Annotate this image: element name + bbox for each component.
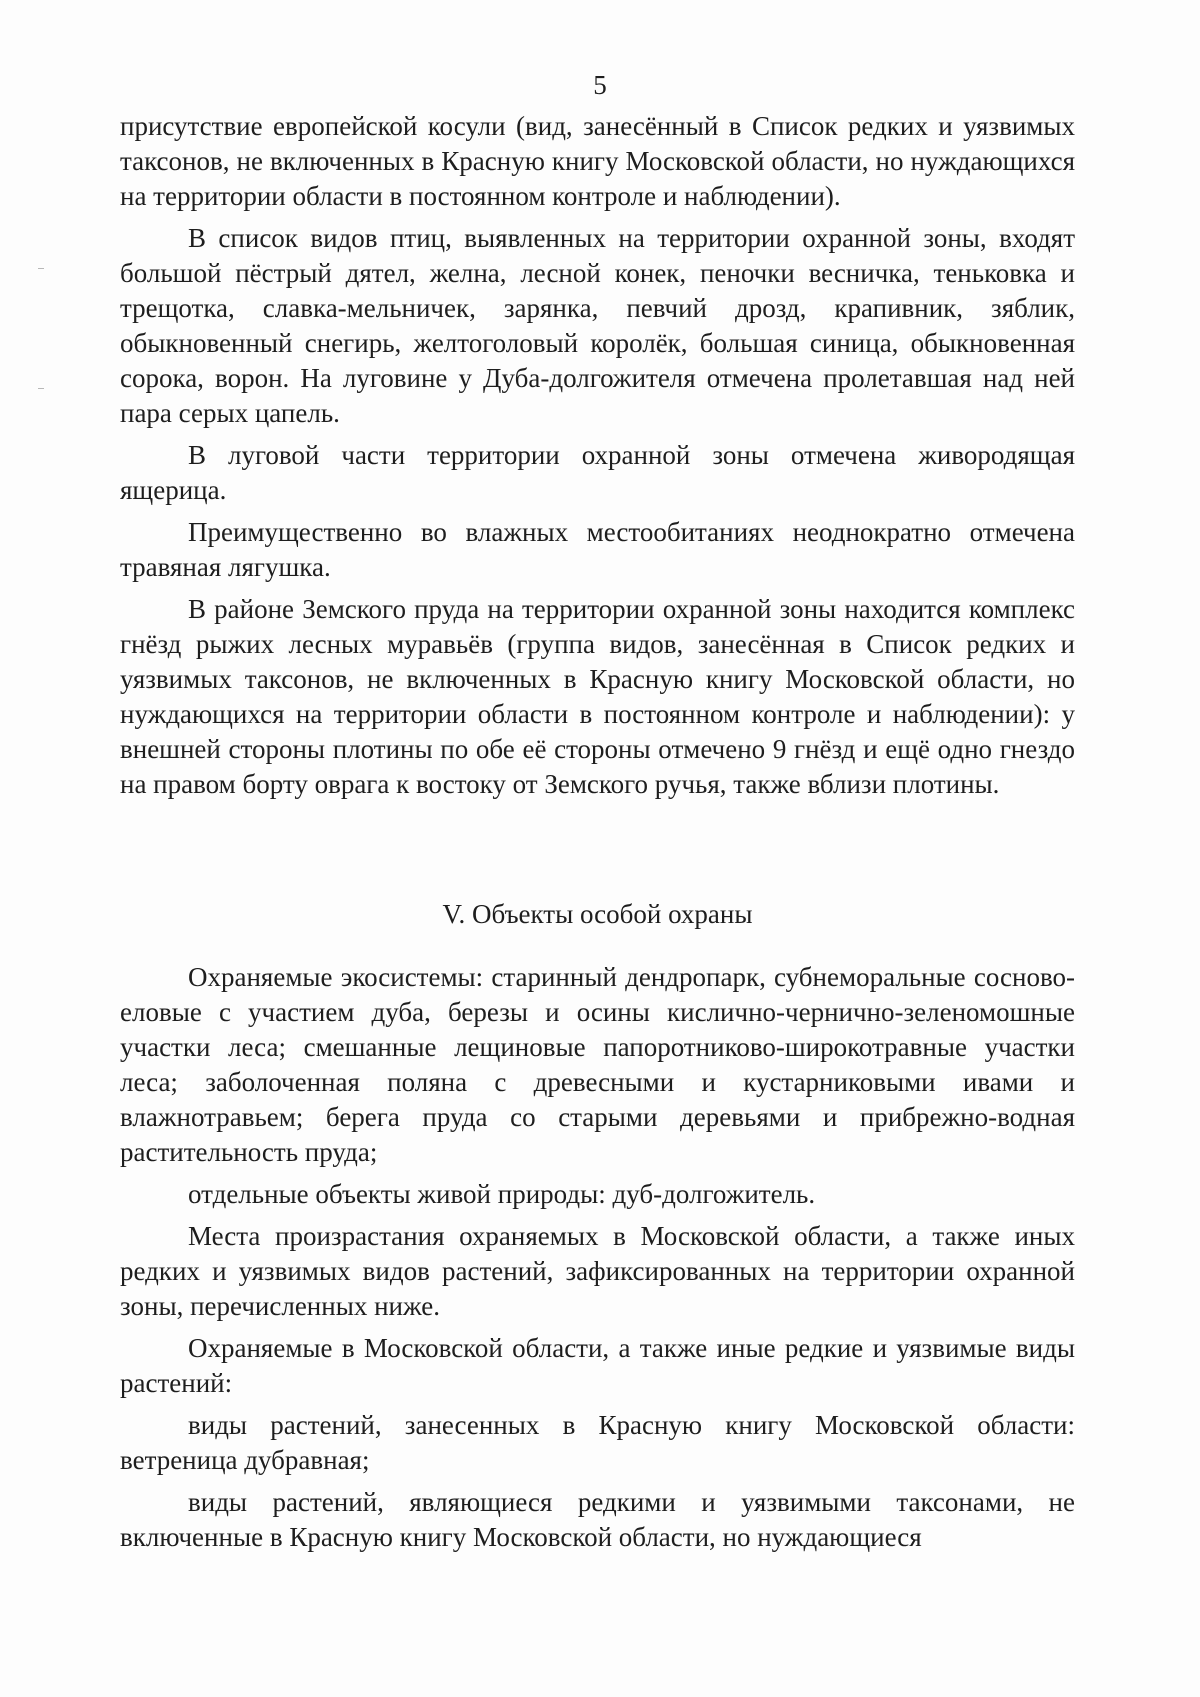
section-heading: V. Объекты особой охраны [442,899,753,929]
paragraph: В районе Земского пруда на территории охранной зоны находится комплекс гнёзд рыжих лесных муравьёв (группа видов, занесённая в Список редких и уязвимых таксонов, не включенных в Красную книгу Московской области, но нуждающихся на территории области в постоянном контроле и наблюдении): у внешней стороны плотины по обе её стороны отмечено 9 гнёзд и ещё одно гнездо на правом борту оврага к востоку от Земского ручья, также вблизи плотины. [120,594,1075,799]
paragraph: Преимущественно во влажных местообитаниях неоднократно отмечена травяная лягушка. [120,517,1075,582]
paragraph: виды растений, занесенных в Красную книгу Московской области: ветреница дубравная; [120,1410,1075,1475]
body-text-section-v [120,960,1075,1555]
body-text-top [120,109,1075,802]
scan-margin-mark [38,388,44,389]
scan-margin-mark [38,268,44,269]
paragraph: виды растений, являющиеся редкими и уязвимыми таксонами, не включенные в Красную книгу Московской области, но нуждающиеся [120,1487,1075,1552]
paragraph: присутствие европейской косули (вид, занесённый в Список редких и уязвимых таксонов, не включенных в Красную книгу Московской области, но нуждающихся на территории области в постоянном контроле и наблюдении). [120,111,1075,211]
paragraph: Охраняемые экосистемы: старинный дендропарк, субнеморальные сосново-еловые с участием дуба, березы и осины кислично-чернично-зеленомошные участки леса; смешанные лещиновые папоротниково-широкотравные участки леса; заболоченная поляна с древесными и кустарниковыми ивами и влажнотравьем; берега пруда со старыми деревьями и прибрежно-водная растительность пруда; [120,962,1075,1167]
page-number: 5 [593,70,607,100]
paragraph: Охраняемые в Московской области, а также иные редкие и уязвимые виды растений: [120,1333,1075,1398]
paragraph: отдельные объекты живой природы: дуб-долгожитель. [188,1179,816,1209]
paragraph: В список видов птиц, выявленных на территории охранной зоны, входят большой пёстрый дятел, желна, лесной конек, пеночки весничка, теньковка и трещотка, славка-мельничек, зарянка, певчий дрозд, крапивник, зяблик, обыкновенный снегирь, желтоголовый королёк, большая синица, обыкновенная сорока, ворон. На луговине у Дуба-долгожителя отмечена пролетавшая над ней пара серых цапель. [120,223,1075,428]
paragraph: В луговой части территории охранной зоны отмечена живородящая ящерица. [120,440,1075,505]
paragraph: Места произрастания охраняемых в Московской области, а также иных редких и уязвимых видов растений, зафиксированных на территории охранной зоны, перечисленных ниже. [120,1221,1075,1321]
